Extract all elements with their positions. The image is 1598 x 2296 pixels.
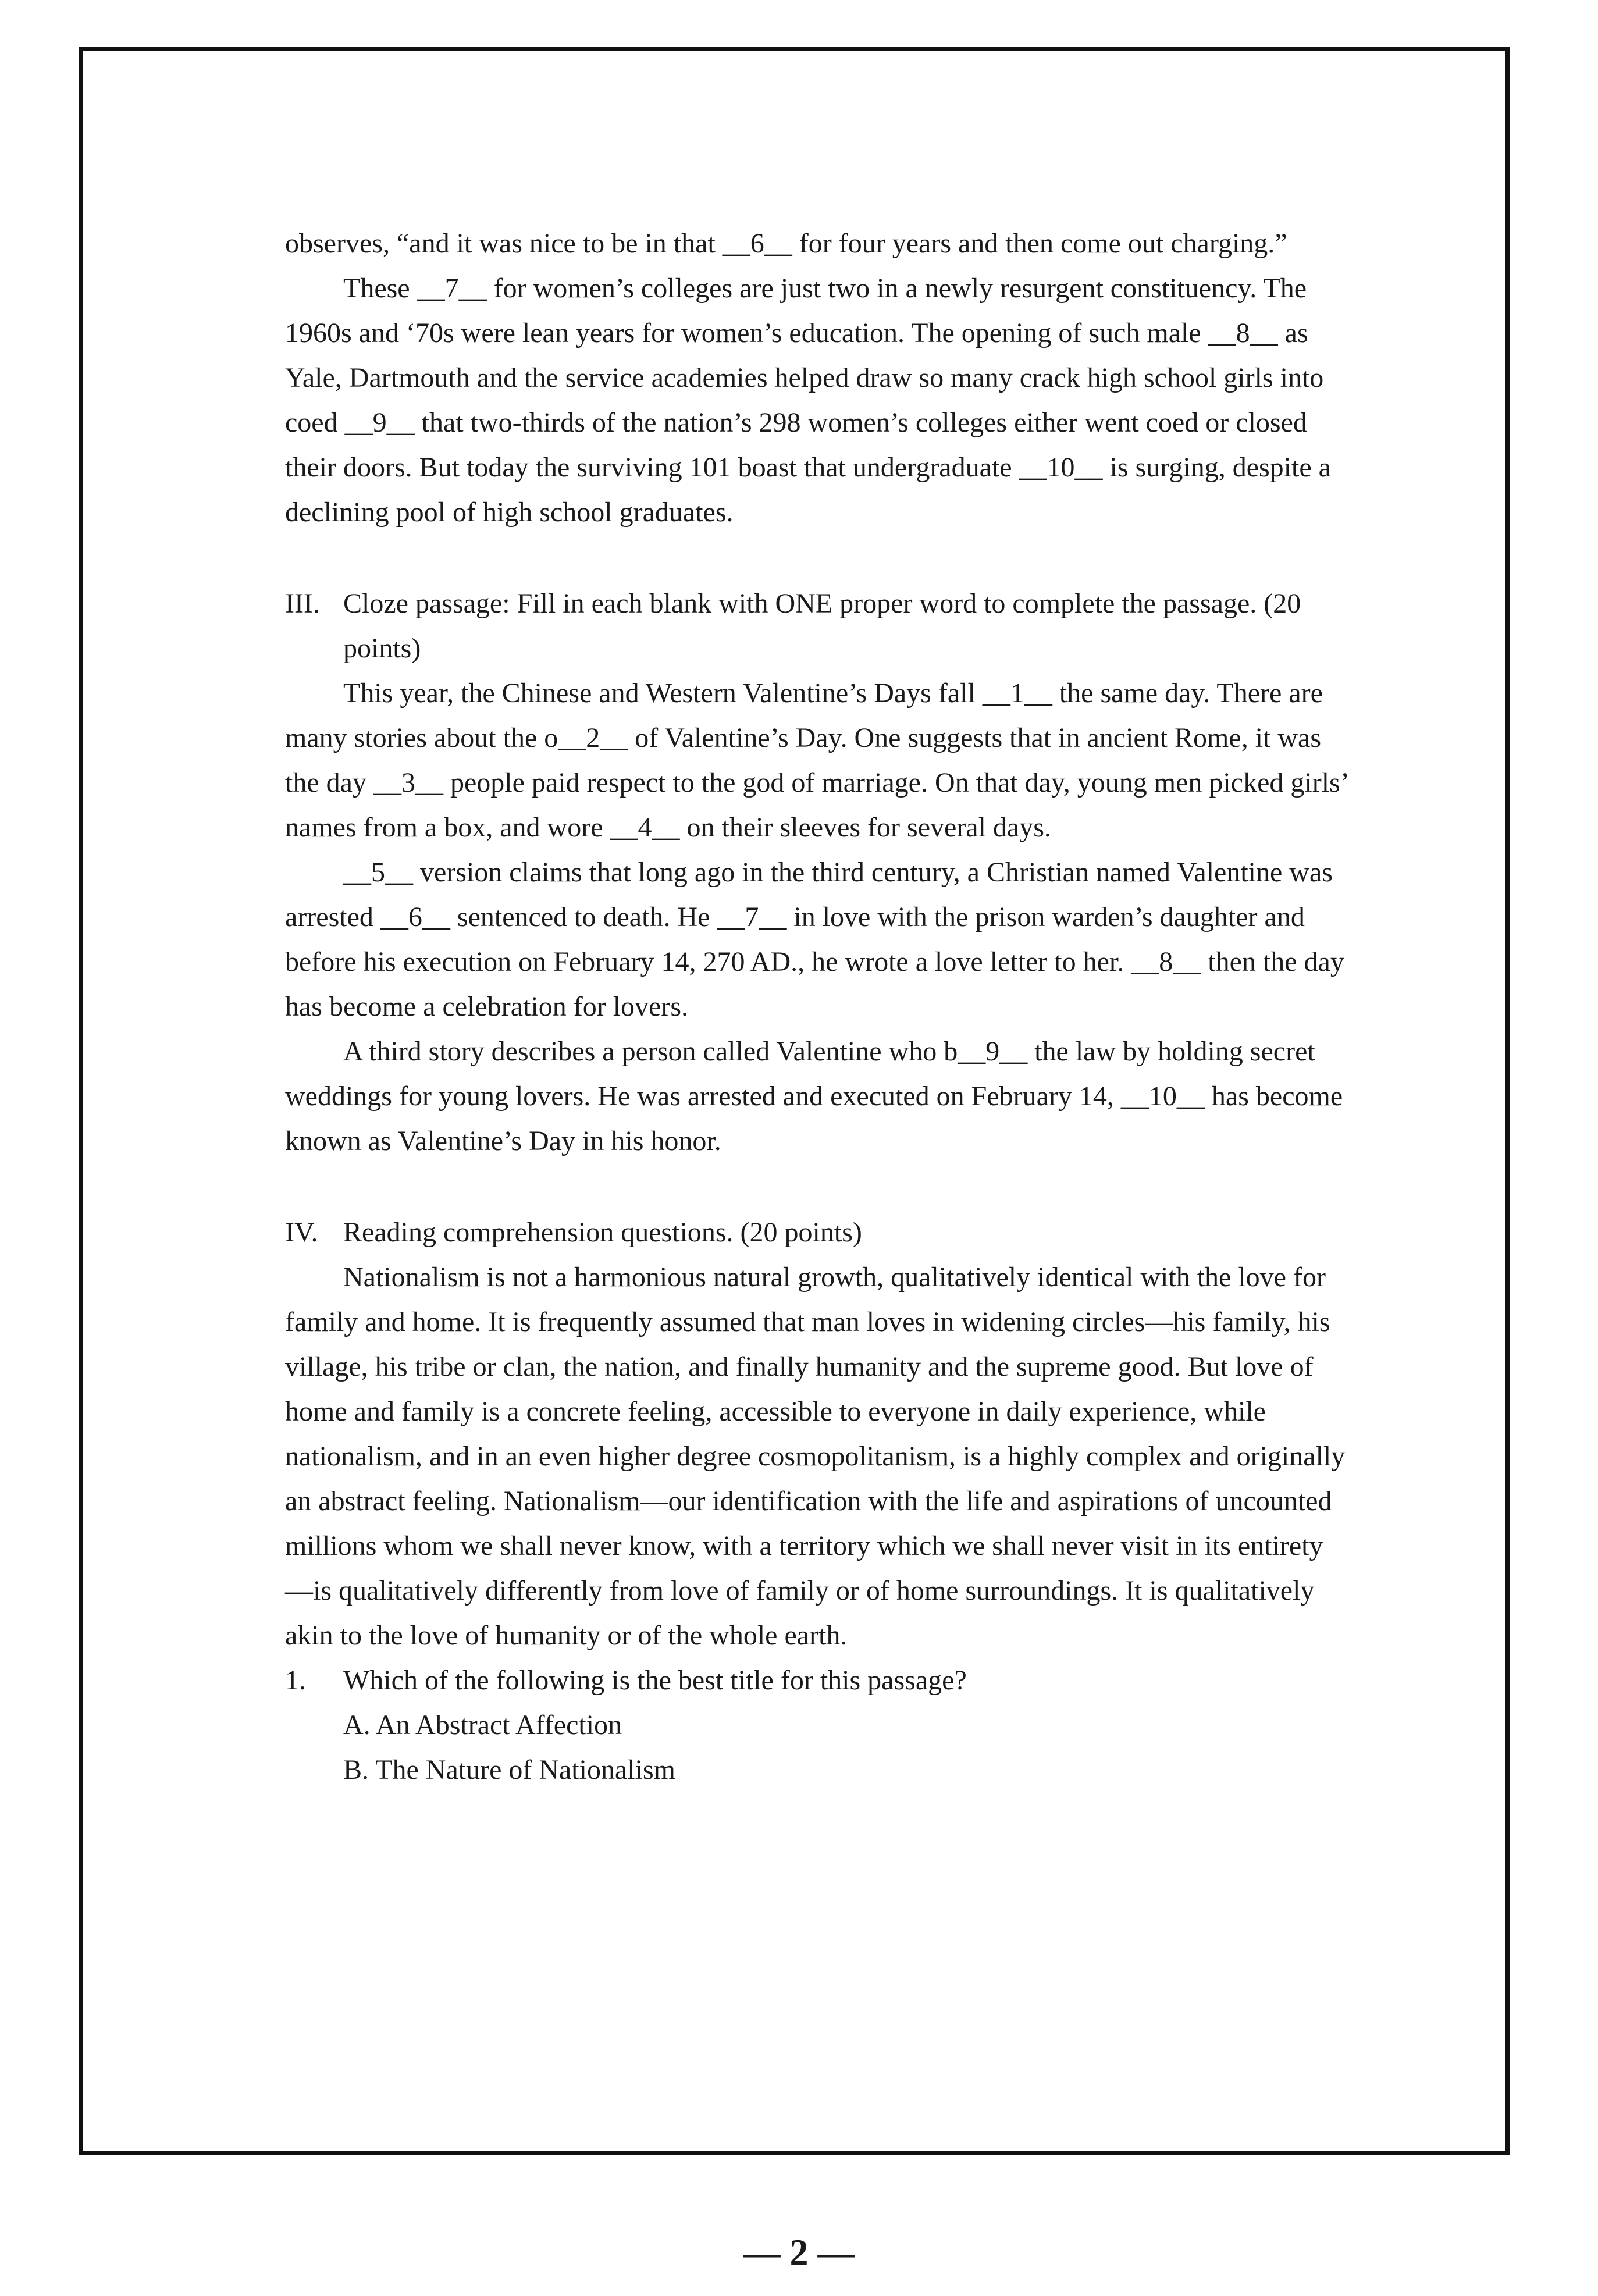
question-1-option-a: A. An Abstract Affection (343, 1710, 622, 1740)
question-1-text: Which of the following is the best title for this passage? (343, 1665, 967, 1696)
document-body (285, 221, 1350, 1792)
section-3-heading (285, 581, 1350, 671)
section-4-number: IV. (285, 1217, 318, 1248)
section-4-title: Reading comprehension questions. (20 points) (343, 1217, 862, 1248)
reading-passage: Nationalism is not a harmonious natural growth, qualitatively identical with the love for family and home. It is frequently assumed that man loves in widening circles—his family, his village, his tribe or clan, the nation, and finally humanity and the supreme good. But love of home and family is a concrete feeling, accessible to everyone in daily experience, while nationalism, and in an even higher degree cosmopolitanism, is a highly complex and originally an abstract feeling. Nationalism—our identification with the life and aspirations of uncounted millions whom we shall never know, with a territory which we shall never visit in its entirety—is qualitatively differently from love of family or of home surroundings. It is qualitatively akin to the love of humanity or of the whole earth. (285, 1262, 1346, 1651)
section-3-title: Cloze passage: Fill in each blank with ONE proper word to complete the passage. (20 points) (343, 588, 1301, 664)
section-3-number: III. (285, 588, 320, 619)
question-1 (285, 1658, 1350, 1703)
section-4-heading (285, 1210, 1350, 1255)
cloze-paragraph-3: A third story describes a person called Valentine who b__9__ the law by holding secret weddings for young lovers. He was arrested and executed on February 14, __10__ has become known as Valentine’s Day in his honor. (285, 1036, 1343, 1156)
question-1-number: 1. (285, 1665, 306, 1696)
question-1-option-b: B. The Nature of Nationalism (343, 1754, 675, 1785)
section-2-paragraph-1: observes, “and it was nice to be in that __6__ for four years and then come out charging.” (285, 228, 1287, 259)
section-2-paragraph-2: These __7__ for women’s colleges are just two in a newly resurgent constituency. The 1960s and ‘70s were lean years for women’s education. The opening of such male __8__ as Yale, Dartmouth and the service academies helped draw so many crack high school girls into coed __9__ that two-thirds of the nation’s 298 women’s colleges either went coed or closed their doors. But today the surviving 101 boast that undergraduate __10__ is surging, despite a declining pool of high school graduates. (285, 273, 1331, 528)
cloze-paragraph-1: This year, the Chinese and Western Valentine’s Days fall __1__ the same day. There are many stories about the o__2__ of Valentine’s Day. One suggests that in ancient Rome, it was the day __3__ people paid respect to the god of marriage. On that day, young men picked girls’ names from a box, and wore __4__ on their sleeves for several days. (285, 678, 1348, 843)
cloze-paragraph-2: __5__ version claims that long ago in the third century, a Christian named Valentine was arrested __6__ sentenced to death. He __7__ in love with the prison warden’s daughter and before his execution on February 14, 270 AD., he wrote a love letter to her. __8__ then the day has become a celebration for lovers. (285, 857, 1344, 1022)
page-number: — 2 — (743, 2231, 855, 2273)
